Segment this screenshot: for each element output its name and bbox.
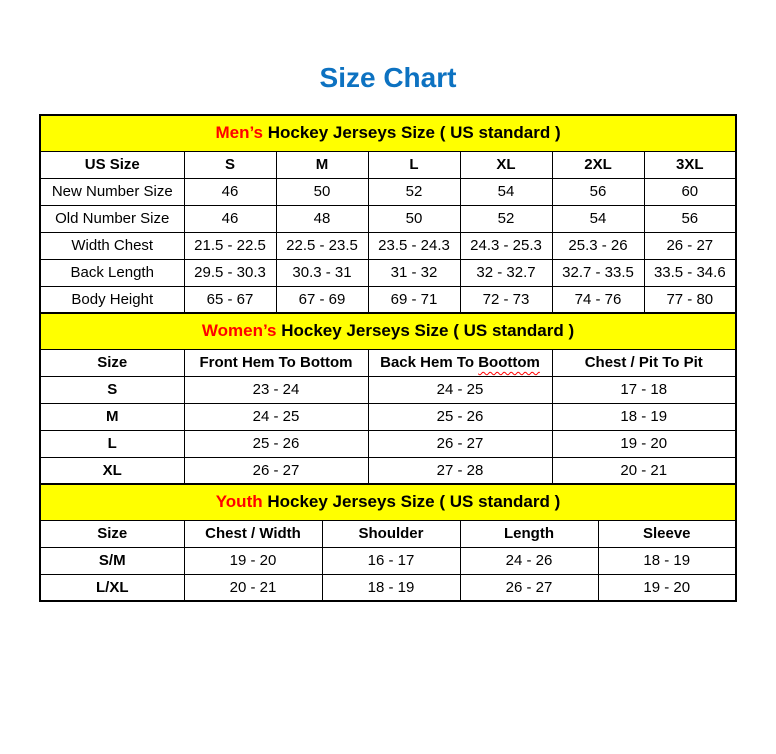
womens-section-title-highlight: Women’s [201, 321, 277, 341]
row-label: New Number Size [40, 178, 184, 205]
table-cell: 69 - 71 [368, 286, 460, 313]
table-cell: 32.7 - 33.5 [552, 259, 644, 286]
table-cell: 18 - 19 [552, 403, 736, 430]
column-header: Chest / Pit To Pit [552, 349, 736, 376]
table-row [40, 547, 736, 574]
table-cell: 50 [276, 178, 368, 205]
table-cell: 67 - 69 [276, 286, 368, 313]
table-cell: 19 - 20 [552, 430, 736, 457]
table-cell: 18 - 19 [322, 574, 460, 601]
table-cell: 65 - 67 [184, 286, 276, 313]
row-label: L/XL [40, 574, 184, 601]
table-row [40, 430, 736, 457]
table-cell: 52 [368, 178, 460, 205]
table-cell: 19 - 20 [598, 574, 736, 601]
table-cell: 24 - 25 [368, 376, 552, 403]
table-cell: 20 - 21 [184, 574, 322, 601]
column-header: Size [40, 520, 184, 547]
row-label: S/M [40, 547, 184, 574]
row-label: M [40, 403, 184, 430]
table-row [40, 205, 736, 232]
table-cell: 77 - 80 [644, 286, 736, 313]
table-row [40, 376, 736, 403]
table-cell: 23 - 24 [184, 376, 368, 403]
table-cell: 46 [184, 205, 276, 232]
column-header: Size [40, 349, 184, 376]
mens-section-title-highlight: Men’s [215, 123, 263, 143]
mens-section-title-rest: Hockey Jerseys Size ( US standard ) [263, 123, 561, 143]
youth-section-band [40, 484, 736, 520]
youth-header-row [40, 520, 736, 547]
column-header: 3XL [644, 151, 736, 178]
column-header: XL [460, 151, 552, 178]
table-cell: 26 - 27 [460, 574, 598, 601]
table-cell: 25 - 26 [184, 430, 368, 457]
column-header: S [184, 151, 276, 178]
womens-section-band [40, 313, 736, 349]
table-cell: 52 [460, 205, 552, 232]
table-cell: 24.3 - 25.3 [460, 232, 552, 259]
column-header: Shoulder [322, 520, 460, 547]
table-cell: 29.5 - 30.3 [184, 259, 276, 286]
column-header: Sleeve [598, 520, 736, 547]
youth-section-title [40, 484, 736, 520]
womens-section-title [40, 313, 736, 349]
table-cell: 23.5 - 24.3 [368, 232, 460, 259]
table-cell: 22.5 - 23.5 [276, 232, 368, 259]
table-cell: 74 - 76 [552, 286, 644, 313]
table-cell: 54 [552, 205, 644, 232]
table-cell: 17 - 18 [552, 376, 736, 403]
table-cell: 56 [552, 178, 644, 205]
page-title: Size Chart [319, 62, 457, 93]
table-cell: 26 - 27 [368, 430, 552, 457]
table-cell: 48 [276, 205, 368, 232]
table-cell: 50 [368, 205, 460, 232]
row-label: Body Height [40, 286, 184, 313]
table-cell: 19 - 20 [184, 547, 322, 574]
back-hem-prefix: Back Hem To [380, 354, 479, 371]
table-cell: 24 - 25 [184, 403, 368, 430]
table-cell: 21.5 - 22.5 [184, 232, 276, 259]
table-row [40, 286, 736, 313]
table-cell: 25.3 - 26 [552, 232, 644, 259]
column-header: L [368, 151, 460, 178]
column-header: Front Hem To Bottom [184, 349, 368, 376]
row-label: Width Chest [40, 232, 184, 259]
table-row [40, 403, 736, 430]
column-header [368, 349, 552, 376]
table-cell: 30.3 - 31 [276, 259, 368, 286]
table-row [40, 574, 736, 601]
table-cell: 20 - 21 [552, 457, 736, 484]
row-label: Old Number Size [40, 205, 184, 232]
table-cell: 33.5 - 34.6 [644, 259, 736, 286]
table-cell: 72 - 73 [460, 286, 552, 313]
table-cell: 18 - 19 [598, 547, 736, 574]
table-row [40, 457, 736, 484]
youth-section-title-highlight: Youth [215, 492, 263, 512]
youth-section-title-rest: Hockey Jerseys Size ( US standard ) [262, 492, 561, 512]
mens-section-title [40, 115, 736, 151]
table-cell: 54 [460, 178, 552, 205]
womens-header-row [40, 349, 736, 376]
row-label: XL [40, 457, 184, 484]
table-cell: 26 - 27 [184, 457, 368, 484]
table-cell: 60 [644, 178, 736, 205]
youth-size-table [39, 483, 737, 602]
womens-section-title-rest: Hockey Jerseys Size ( US standard ) [276, 321, 575, 341]
womens-size-table [39, 312, 737, 485]
column-header: 2XL [552, 151, 644, 178]
table-row [40, 232, 736, 259]
row-label: Back Length [40, 259, 184, 286]
table-cell: 46 [184, 178, 276, 205]
table-cell: 16 - 17 [322, 547, 460, 574]
table-cell: 27 - 28 [368, 457, 552, 484]
table-cell: 56 [644, 205, 736, 232]
column-header: US Size [40, 151, 184, 178]
column-header: Length [460, 520, 598, 547]
column-header: M [276, 151, 368, 178]
back-hem-misspelled-word: Boottom [478, 354, 540, 371]
size-chart-tables [39, 114, 735, 602]
mens-size-table [39, 114, 737, 314]
table-cell: 25 - 26 [368, 403, 552, 430]
table-cell: 31 - 32 [368, 259, 460, 286]
mens-section-band [40, 115, 736, 151]
table-cell: 26 - 27 [644, 232, 736, 259]
mens-header-row [40, 151, 736, 178]
table-row [40, 178, 736, 205]
table-cell: 24 - 26 [460, 547, 598, 574]
table-row [40, 259, 736, 286]
column-header: Chest / Width [184, 520, 322, 547]
table-cell: 32 - 32.7 [460, 259, 552, 286]
row-label: S [40, 376, 184, 403]
row-label: L [40, 430, 184, 457]
